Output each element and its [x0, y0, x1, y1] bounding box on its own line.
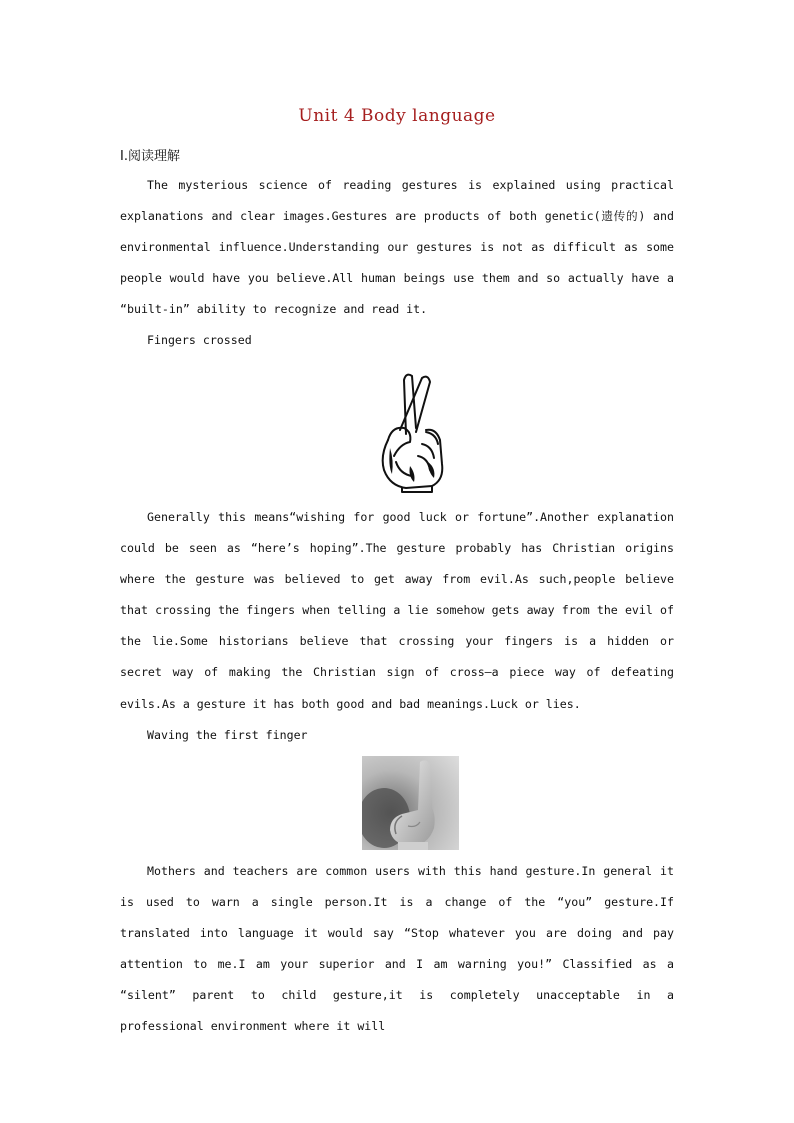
intro-text: The mysterious science of reading gestures is explained using practical explanations and clear images.Gestures are products of both genetic(遗传的) and environmental influence.Understanding our gestures is not as difficult as some people would have you believe.All human beings use them and so actually have a “built-in” ability to recognize and read it.: [120, 178, 674, 317]
waving-finger-photo: [362, 756, 459, 850]
crossed-fingers-illustration: [370, 370, 450, 494]
waving-paragraph: [120, 856, 674, 1043]
intro-paragraph: [120, 170, 674, 325]
heading-fingers-crossed: Fingers crossed: [147, 333, 252, 347]
page-title: Unit 4 Body language: [298, 106, 496, 126]
fingers-text: Generally this means“wishing for good luck or fortune”.Another explanation could be seen as “here’s hoping”.The gesture probably has Christian origins where the gesture was believed to get away from evil.As such,people believe that crossing the fingers when telling a lie somehow gets away from the evil of the lie.Some historians believe that crossing your fingers is a hidden or secret way of making the Christian sign of cross—a piece way of defeating evils.As a gesture it has both good and bad meanings.Luck or lies.: [120, 510, 674, 711]
waving-text: Mothers and teachers are common users with this hand gesture.In general it is used to warn a single person.It is a change of the “you” gesture.If translated into language it would say “Stop whatever you are doing and pay attention to me.I am your superior and I am warning you!” Classified as a “silent” parent to child gesture,it is completely unacceptable in a professional environment where it will: [120, 864, 674, 1034]
fingers-paragraph: [120, 502, 674, 720]
heading-waving-finger: Waving the first finger: [147, 728, 308, 742]
section-label: Ⅰ.阅读理解: [120, 149, 180, 164]
